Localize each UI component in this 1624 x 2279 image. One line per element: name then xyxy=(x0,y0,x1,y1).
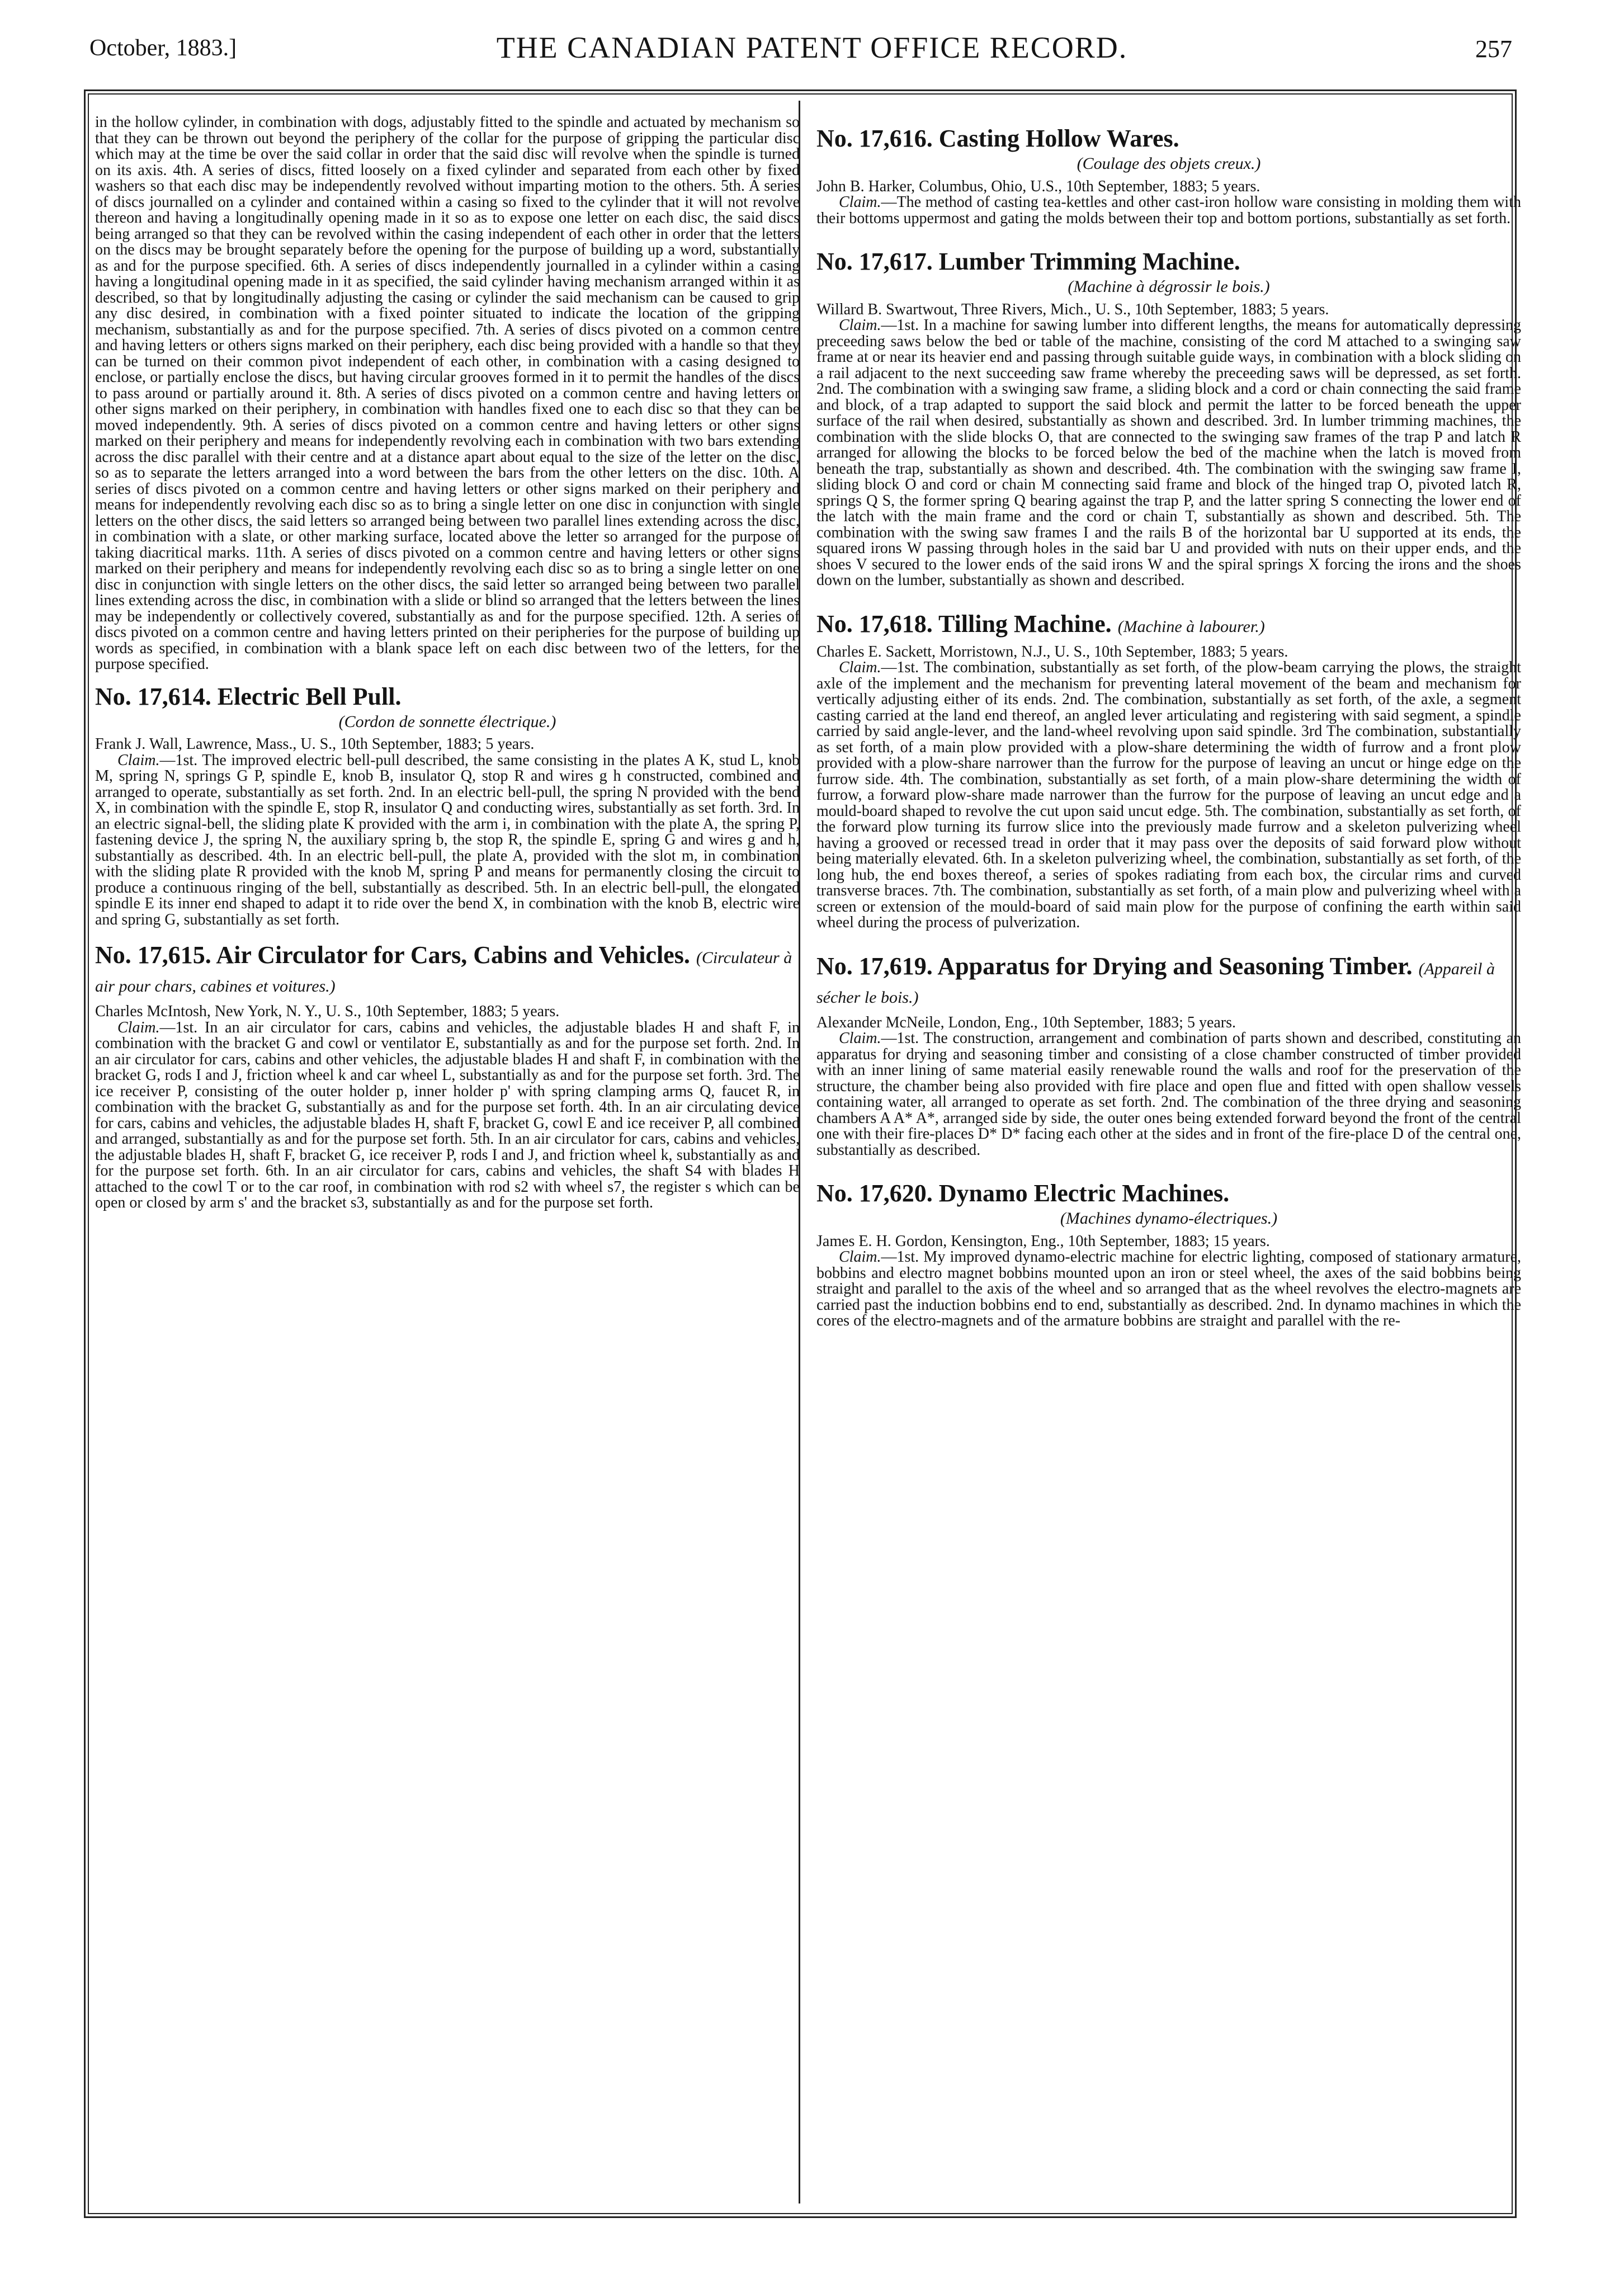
patent-title: Dynamo Electric Machines. xyxy=(938,1179,1230,1207)
inventor-line: James E. H. Gordon, Kensington, Eng., 10th September, 1883; 15 years. xyxy=(816,1232,1270,1250)
claim-label: Claim. xyxy=(839,317,881,334)
claim-label: Claim. xyxy=(117,751,160,769)
patent-number: No. 17,615. xyxy=(95,941,211,969)
header-date: October, 1883.] xyxy=(89,35,237,61)
french-title: (Coulage des objets creux.) xyxy=(1077,154,1261,173)
patent-title: Air Circulator for Cars, Cabins and Vehicles. xyxy=(216,941,690,969)
patent-heading xyxy=(816,611,1521,640)
inventor-line: Willard B. Swartwout, Three Rivers, Mich., U. S., 10th September, 1883; 5 years. xyxy=(816,300,1329,318)
inventor-line: Frank J. Wall, Lawrence, Mass., U. S., 10th September, 1883; 5 years. xyxy=(95,735,535,753)
patent-title: Apparatus for Drying and Seasoning Timber. xyxy=(937,952,1413,980)
claim-text xyxy=(816,195,1521,227)
claim-text xyxy=(816,660,1521,931)
french-title: (Circulateur à air pour chars, cabines et voitures.) xyxy=(95,949,792,995)
patent-heading xyxy=(95,942,800,999)
french-title: (Appareil à sécher le bois.) xyxy=(816,959,1495,1007)
patent-entry-17617 xyxy=(816,249,1521,589)
claim-label: Claim. xyxy=(839,194,881,211)
inventor-line: John B. Harker, Columbus, Ohio, U.S., 10th September, 1883; 5 years. xyxy=(816,177,1261,195)
claim-text xyxy=(816,1031,1521,1158)
french-title: (Machines dynamo-électriques.) xyxy=(1060,1209,1278,1228)
patent-heading xyxy=(816,126,1521,152)
claim-text xyxy=(95,753,800,928)
claim-text xyxy=(95,1020,800,1211)
left-column xyxy=(95,115,800,1226)
patent-title: Tilling Machine. xyxy=(938,610,1112,638)
patent-entry-17618 xyxy=(816,611,1521,931)
patent-number: No. 17,618. xyxy=(816,610,933,638)
patent-number: No. 17,619. xyxy=(816,952,933,980)
patent-number: No. 17,620. xyxy=(816,1179,933,1207)
journal-title: THE CANADIAN PATENT OFFICE RECORD. xyxy=(496,31,1128,64)
claim-label: Claim. xyxy=(839,1030,881,1047)
claim-body: —1st. The improved electric bell-pull described, the same consisting in the plates A K, stud L, knob M, spring N, springs G P, spindle E, knob B, insulator Q, stop R and wires g h constructed, combined and arranged to operate, substantially as set forth. 2nd. In an electric bell-pull, the spring N provided with the bend X, in combination with the spindle E, stop R, insulator Q and conducting wires, substantially as set forth. 3rd. In an electric signal-bell, the sliding plate K provided with the arm i, in combination with the plate A, the spring P, fastening device J, the spring N, the auxiliary spring b, the stop R, the spindle E, spring G and wires g and h, substantially as described. 4th. In an electric bell-pull, the plate A, provided with the slot m, in combination with the sliding plate R provided with the knob M, spring P and means for permanently closing the circuit to produce a continuous ringing of the bell, substantially as described. 5th. In an electric bell-pull, the elongated spindle E its inner end shaped to adapt it to ride over the bend X, in combination with the knob B, electric wire and spring G, substantially as set forth. xyxy=(95,751,800,928)
patent-title: Electric Bell Pull. xyxy=(217,682,402,710)
patent-heading xyxy=(95,684,800,710)
patent-number: No. 17,616. xyxy=(816,125,933,152)
patent-number: No. 17,617. xyxy=(816,248,933,275)
french-title: (Machine à labourer.) xyxy=(1117,617,1265,636)
patent-entry-17616 xyxy=(816,126,1521,227)
claim-body: —1st. In a machine for sawing lumber into different lengths, the means for automatically depressing preceeding saws below the bed or table of the machine, consisting of the cord M attached to a swinging saw frame at or near its heavier end and passing through suitable guide ways, in combination with a block sliding on a rail adjacent to the next succeeding saw frame whereby the preceeding saws will be depressed, as set forth. 2nd. The combination with a swinging saw frame, a sliding block and a cord or chain connecting the said frame and block, of a trap adapted to support the said block and permit the latter to be forced beneath the upper surface of the rail when desired, substantially as shown and described. 3rd. In lumber trimming machines, the combination with the slide blocks O, that are connected to the swinging saw frames of the trap P and latch R arranged for allowing the blocks to be forced below the bed of the machine when the latch is moved from beneath the trap, substantially as shown and described. 4th. The combination with the swinging saw frame I, sliding block O and cord or chain M connecting said frame and block of the hinged trap O, pivoted latch R, springs Q S, the former spring Q bearing against the trap P, and the latter spring S connecting the lower end of the latch with the main frame and the cord or chain T, substantially as shown and described. 5th. The combination with the swing saw frames I and the rails B of the horizontal bar U supported at its ends, the squared irons W passing through holes in the said bar U and provided with nuts on their upper ends, and the shoes V secured to the lower ends of the said irons W and the spiral springs X forcing the irons and the shoes down on the lumber, substantially as shown and described. xyxy=(816,317,1521,589)
claim-body: —1st. The combination, substantially as set forth, of the plow-beam carrying the plows, the straight axle of the implement and the mechanism for preventing lateral movement of the beam and mechanism for vertically adjusting either of its ends. 2nd. The combination, substantially as set forth, of the axle, a segment casting carried at the land end thereof, an angled lever articulating and registering with said segment, a spindle carried by said angle-lever, and the land-wheel revolving upon said spindle. 3rd The combination, substantially as set forth, of a main plow provided with a plow-share determining the width of furrow and a front plow provided with a plow-share narrower than the furrow for the purpose of leaving an uncut or hinge edge on the furrow side. 4th. The combination, substantially as set forth, of a main plow-share determining the width of furrow, a forward plow-share made narrower than the furrow for the purpose of leaving an uncut edge and a mould-board shaped to revolve the cut upon said uncut edge. 5th. The combination, substantially as set forth, of the forward plow turning its furrow slice into the previously made furrow and a skeleton pulverizing wheel having a grooved or recessed tread in order that it may pass over the deposits of said forward plow without being materially elevated. 6th. In a skeleton pulverizing wheel, the combination, substantially as set forth, of the long hub, the end boxes thereof, a series of spokes radiating from each box, the circular rims and curved transverse braces. 7th. The combination, substantially as set forth, of a main plow and pulverizing wheel with a screen or extension of the mould-board of said main plow for the purpose of confining the earth within said wheel during the process of pulverization. xyxy=(816,659,1521,931)
claim-text xyxy=(816,318,1521,589)
patent-entry-17614 xyxy=(95,684,800,928)
claim-body: —1st. The construction, arrangement and combination of parts shown and described, constituting an apparatus for drying and seasoning timber and consisting of a close chamber constructed of timber provided with an inner lining of same material easily renewable round the walls and roof for the preservation of the structure, the chamber being also provided with fire place and open flue and fitted with open shallow vessels containing water, all arranged to operate as set forth. 2nd. The combination of the three drying and seasoning chambers A A* A*, arranged side by side, the outer ones being extended forward beyond the front of the central one with their fire-places D* D* facing each other at the sides and in front of the fire-place D of the central one, substantially as described. xyxy=(816,1030,1521,1159)
page-number: 257 xyxy=(1475,35,1512,63)
claim-label: Claim. xyxy=(117,1018,160,1036)
claim-label: Claim. xyxy=(839,659,881,676)
claim-body: —The method of casting tea-kettles and other cast-iron hollow ware consisting in molding them with their bottoms uppermost and gating the molds between their top and bottom portions, substantially as set forth. xyxy=(816,194,1521,227)
french-title: (Machine à dégrossir le bois.) xyxy=(1068,277,1270,296)
inventor-line: Charles McIntosh, New York, N. Y., U. S., 10th September, 1883; 5 years. xyxy=(95,1003,560,1020)
claim-label: Claim. xyxy=(839,1248,881,1266)
patent-heading xyxy=(816,1181,1521,1206)
continued-claims: in the hollow cylinder, in combination with dogs, adjustably fitted to the spindle and actuated by mechanism so that they can be thrown out beyond the periphery of the collar for the purpose of gripping the particular disc which may at the time be over the said collar in order that the said disc will revolve when the spindle is turned on its axis. 4th. A series of discs, fitted loosely on a fixed cylinder and separated from each other by fixed washers so that each disc may be independently revolved without imparting motion to the others. 5th. A series of discs journalled on a cylinder and contained within a casing so fixed to the cylinder that it will not revolve thereon and having a longitudinally opening made in it so as to expose one letter on each disc, the said discs being arranged so that they can be revolved within the casing independent of each other in order that the letters on the discs may be brought separately before the opening for the purpose of building up a word, substantially as and for the purpose specified. 6th. A series of discs independently journalled in a cylinder within a casing having a longitudinal opening made in it as specified, the said cylinder having mechanism arranged within it as described, so that by longitudinally adjusting the casing or cylinder the said mechanism can be caused to grip any disc desired, in combination with a fixed pointer situated to indicate the location of the gripping mechanism, substantially as and for the purpose specified. 7th. A series of discs pivoted on a common centre and having letters or others signs marked on their periphery, each disc being provided with a handle so that they can be turned on their common pivot independent of each other, in combination with a casing designed to enclose, or partially enclose the discs, but having circular grooves formed in it to permit the handles of the discs to pass around or partially around it. 8th. A series of discs pivoted on a common centre and having letters or other signs marked on their periphery, in combination with handles fixed one to each disc so that they can be moved independently. 9th. A series of discs pivoted on a common centre and having letters or other signs marked on their periphery and means for independently revolving each in combination with two bars extending across the disc parallel with their centre and at a distance apart about equal to the size of the letter on the disc, so as to separate the letters arranged into a word between the bars from the other letters on the disc. 10th. A series of discs pivoted on a common centre and having letters or other signs marked on their periphery and means for independently revolving each disc so as to bring a single letter on one disc in conjunction with single letters on the other discs, the said letters so arranged being between two parallel lines extending across the disc, in combination with a slate, or other marking surface, located above the letter so arranged for the purpose of taking diacritical marks. 11th. A series of discs pivoted on a common centre and having letters or other signs marked on their periphery and means for independently revolving each disc so as to bring a single letter on one disc in conjunction with single letters on the other discs, the said letter so arranged being between two parallel lines extending across the disc, in combination with a slide or blind so arranged that the letters between the lines may be independently or collectively covered, substantially as and for the purpose specified. 12th. A series of discs pivoted on a common centre and having letters printed on their peripheries for the purpose of building up words as specified, in combination with a blank space left on each disc between two of the letters, for the purpose specified. xyxy=(95,114,800,673)
patent-entry-17620 xyxy=(816,1181,1521,1329)
patent-heading xyxy=(816,249,1521,275)
patent-number: No. 17,614. xyxy=(95,682,211,710)
patent-title: Casting Hollow Wares. xyxy=(938,125,1179,152)
claim-body: —1st. In an air circulator for cars, cabins and vehicles, the adjustable blades H and shaft F, in combination with the bracket G and cowl or ventilator E, substantially as and for the purpose set forth. 2nd. In an air circulator for cars, cabins and other vehicles, the adjustable blades H and shaft F, in combination with the bracket G, rods I and J, friction wheel k and car wheel L, substantially as and for the purpose set forth. 3rd. The ice receiver P, consisting of the outer holder p, inner holder p' with spring clamping arms Q, faucet R, in combination with the bracket G, substantially as and for the purpose set forth. 4th. In an air circulating device for cars, cabins and vehicles, the adjustable blades H, shaft F, bracket G, cowl E and ice receiver P, all combined and arranged, substantially as and for the purpose set forth. 5th. In an air circulator for cars, cabins and vehicles, the adjustable blades H, shaft F, bracket G, ice receiver P, rods I and J, and friction wheel k, substantially as and for the purpose set forth. 6th. In an air circulator for cars, cabins and vehicles, the shaft S4 with blades H attached to the cowl T or to the car roof, in combination with rod s2 with wheel s7, the register s which can be open or closed by arm s' and the bracket s3, substantially as and for the purpose set forth. xyxy=(95,1018,800,1211)
patent-title: Lumber Trimming Machine. xyxy=(938,248,1240,275)
french-title: (Cordon de sonnette électrique.) xyxy=(338,712,556,731)
claim-text xyxy=(816,1249,1521,1329)
right-column xyxy=(816,115,1521,1352)
patent-entry-17615 xyxy=(95,942,800,1211)
claim-body: —1st. My improved dynamo-electric machine for electric lighting, composed of stationary armature, bobbins and electro magnet bobbins mounted upon an iron or steel wheel, the axes of the said bobbins being straight and parallel to the axis of the wheel and so arranged that as the wheel revolves the electro-magnets are carried past the induction bobbins end to end, substantially as described. 2nd. In dynamo machines in which the cores of the electro-magnets and of the armature bobbins are straight and parallel with the re- xyxy=(816,1248,1521,1329)
patent-entry-17619 xyxy=(816,954,1521,1159)
inventor-line: Alexander McNeile, London, Eng., 10th September, 1883; 5 years. xyxy=(816,1013,1236,1031)
patent-heading xyxy=(816,954,1521,1011)
inventor-line: Charles E. Sackett, Morristown, N.J., U. S., 10th September, 1883; 5 years. xyxy=(816,643,1288,660)
